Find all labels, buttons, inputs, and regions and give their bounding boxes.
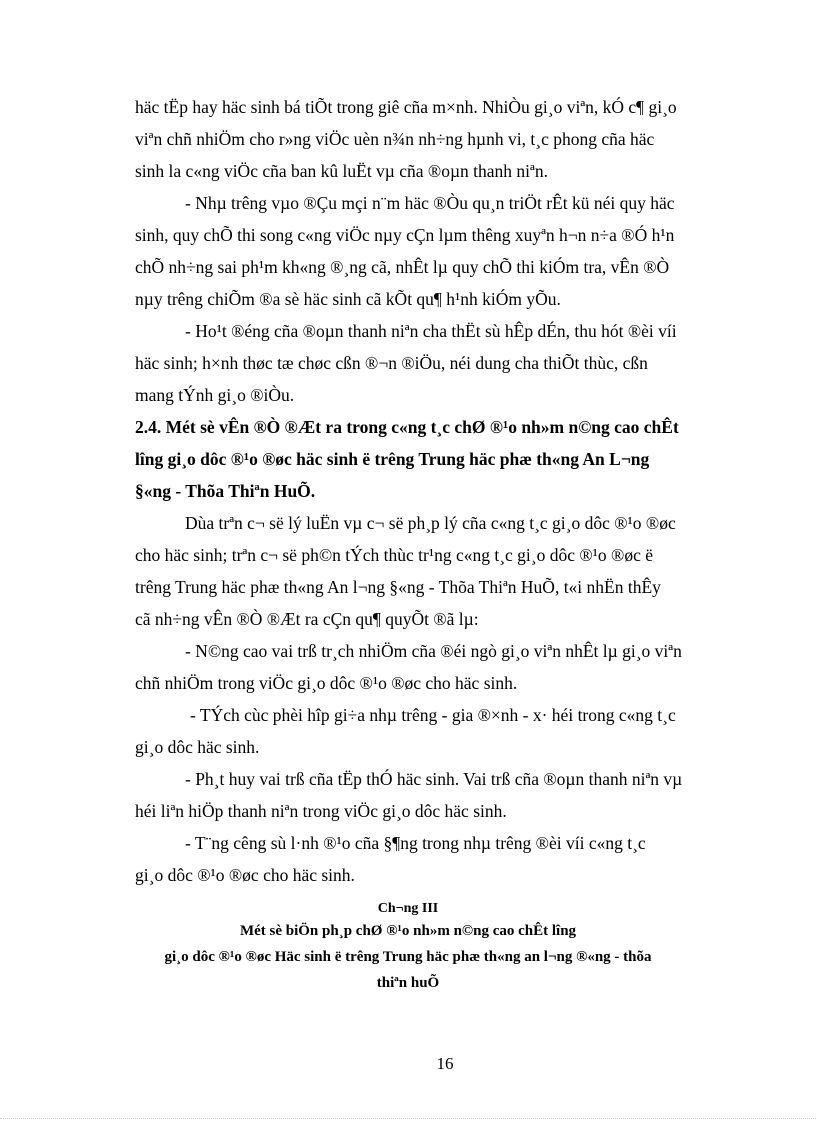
text-line: cã nh÷ng vÊn ®Ò ®Æt ra cÇn qu¶ quyÕt ®ã lµ: (135, 609, 479, 629)
text-line: sinh la c«ng viÖc cña ban kû luËt vµ cña ®oµn thanh niªn. (135, 161, 548, 181)
text-line: mang tÝnh gi¸o ®iÒu. (135, 385, 295, 405)
text-line: trêng Trung häc phæ th«ng An l¬ng §«ng - Thõa Thiªn HuÕ, t«i nhËn thÊy (135, 577, 661, 597)
text-line: viªn chñ nhiÖm cho r»ng viÖc uèn n¾n nh÷ng hµnh vi, t¸c phong cña häc (135, 129, 655, 149)
section-heading: lîng gi¸o dôc ®¹o ®øc häc sinh ë trêng Trung häc phæ th«ng An L¬ng (135, 449, 650, 469)
text-line: chñ nhiÖm trong viÖc gi¸o dôc ®¹o ®øc cho häc sinh. (135, 673, 518, 693)
text-line: gi¸o dôc häc sinh. (135, 737, 260, 757)
text-line: - N©ng cao vai trß tr¸ch nhiÖm cña ®éi ngò gi¸o viªn nhÊt lµ gi¸o viªn (185, 641, 682, 661)
text-line: cho häc sinh; trªn c¬ së ph©n tÝch thùc tr¹ng c«ng t¸c gi¸o dôc ®¹o ®øc ë (135, 545, 654, 565)
chapter-title-line: thiªn huÕ (376, 975, 440, 991)
text-line: - Ph¸t huy vai trß cña tËp thÓ häc sinh. Vai trß cña ®oµn thanh niªn vµ (185, 769, 683, 789)
text-line: - Nhµ trêng vµo ®Çu mçi n¨m häc ®Òu qu¸n triÖt rÊt kü néi quy häc (185, 193, 675, 213)
text-line: sinh, quy chÕ thi song c«ng viÖc nµy cÇn lµm thêng xuyªn h¬n n÷a ®Ó h¹n (135, 225, 675, 245)
chapter-title-line: Mét sè biÖn ph¸p chØ ®¹o nh»m n©ng cao chÊt lîng (239, 923, 577, 939)
text-line: häc tËp hay häc sinh bá tiÕt trong giê cña m×nh. NhiÒu gi¸o viªn, kÓ c¶ gi¸o (135, 97, 677, 117)
page-bottom-rule (0, 1118, 816, 1119)
text-line: - Ho¹t ®éng cña ®oµn thanh niªn cha thËt sù hÊp dÉn, thu hót ®èi víi (185, 321, 677, 341)
page-number: 16 (436, 1054, 454, 1073)
chapter-number: Ch¬ng III (377, 901, 439, 916)
text-line: häc sinh; h×nh thøc tæ chøc cßn ®¬n ®iÖu, néi dung cha thiÕt thùc, cßn (135, 353, 648, 373)
text-line: - TÝch cùc phèi hîp gi÷a nhµ trêng - gia ®×nh - x· héi trong c«ng t¸c (190, 705, 676, 725)
text-line: héi liªn hiÖp thanh niªn trong viÖc gi¸o dôc häc sinh. (135, 801, 507, 821)
text-line: gi¸o dôc ®¹o ®øc cho häc sinh. (135, 865, 355, 885)
text-line: chÕ nh÷ng sai ph¹m kh«ng ®¸ng cã, nhÊt lµ quy chÕ thi kiÓm tra, vÊn ®Ò (135, 257, 670, 277)
section-heading: 2.4. Mét sè vÊn ®Ò ®Æt ra trong c«ng t¸c chØ ®¹o nh»m n©ng cao chÊt (135, 417, 679, 437)
text-line: nµy trêng chiÕm ®a sè häc sinh cã kÕt qu¶ h¹nh kiÓm yÕu. (135, 289, 561, 309)
section-heading: §«ng - Thõa Thiªn HuÕ. (135, 481, 316, 501)
chapter-title-line: gi¸o dôc ®¹o ®øc Häc sinh ë trêng Trung häc phæ th«ng an l¬ng ®«ng - thõa (164, 949, 652, 965)
text-line: Dùa trªn c¬ së lý luËn vµ c¬ së ph¸p lý cña c«ng t¸c gi¸o dôc ®¹o ®øc (185, 513, 676, 533)
text-line: - T¨ng cêng sù l·nh ®¹o cña §¶ng trong nhµ trêng ®èi víi c«ng t¸c (185, 833, 646, 853)
